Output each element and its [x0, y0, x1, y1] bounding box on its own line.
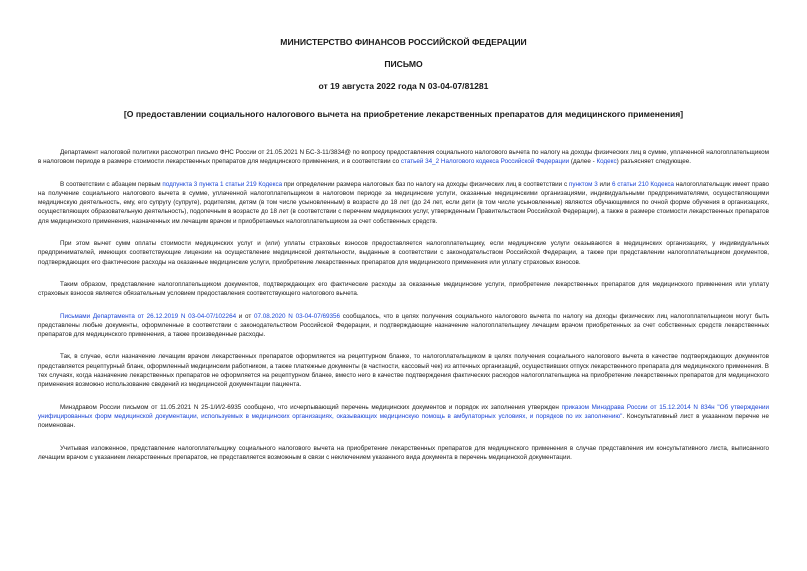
link-article-219[interactable]: подпункта 3 пункта 1 статьи 219 Кодекса — [162, 180, 283, 188]
p2-text-c: или — [597, 180, 612, 188]
paragraph-1 — [38, 148, 769, 167]
p1-text-c: ) разъясняет следующее. — [616, 158, 692, 166]
p2-text-d: налогоплательщик имеет право на получение социального налогового вычета в сумме, уплаченной налогоплательщиком в налоговом периоде за медицинские услуги, оказанные медицинскими организациями, индивидуальными предпринимателями, осуществляющими медицинскую деятельность, ему, его супругу (супруге), родителям, детям (в том числе усыновленным) в возрасте до 18 лет (до 24 лет, если дети (в том числе усыновленные) являются обучающимися по очной форме обучения в организациях, осуществляющих образовательную деятельность), подопечным в возрасте до 18 лет (в соответствии с перечнем медицинских услуг, утвержденным Правительством Российской Федерации), а также в размере стоимости лекарственных препаратов для медицинского применения, назначенных им лечащим врачом и приобретаемых налогоплательщиком за счет собственных средств. — [38, 180, 769, 225]
paragraph-2 — [38, 180, 769, 226]
link-code[interactable]: Кодекс — [596, 158, 617, 166]
doc-date-number: от 19 августа 2022 года N 03-04-07/81281 — [318, 81, 489, 91]
doc-type-heading: ПИСЬМО — [384, 59, 423, 69]
p1-text-a: Департамент налоговой политики рассмотрел письмо ФНС России от 21.05.2021 N БС-3-11/3834@ по вопросу предоставления социального налогового вычета по налогу на доходы физических лиц в сумме, уплаченной налогоплательщиком в налоговом периоде в размере стоимости лекарственных препаратов для медицинского применения, и в соответствии со — [38, 149, 769, 166]
doc-subject: [О предоставлении социального налогового вычета на приобретение лекарственных препаратов для медицинского применения] — [123, 109, 684, 119]
paragraph-7 — [38, 403, 769, 431]
p2-text-a: В соответствии с абзацем первым — [60, 180, 163, 188]
link-letter-2019[interactable]: Письмами Департамента от 26.12.2019 N 03-04-07/102264 — [60, 312, 237, 320]
ministry-heading: МИНИСТЕРСТВО ФИНАНСОВ РОССИЙСКОЙ ФЕДЕРАЦИИ — [280, 37, 527, 47]
p2-text-b: при определении размера налоговых баз по налогу на доходы физических лиц в соответствии с — [282, 180, 569, 188]
p5-text-a: и от — [236, 312, 255, 320]
link-point-3[interactable]: пунктом 3 — [568, 180, 598, 188]
paragraph-4: Таким образом, представление налогоплательщиком документов, подтверждающих его фактические расходы за оказанные медицинские услуги, приобретение лекарственных препаратов для медицинского применения или уплату страховых взносов является обязательным условием предоставления соответствующего налогового вычета. — [38, 280, 769, 298]
paragraph-8: Учитывая изложенное, представление налогоплательщику социального налогового вычета на приобретение лекарственных препаратов для медицинского применения в случае представления им консультативного листа, выписанного лечащим врачом с указанием лекарственных препаратов, не представляется возможным в связи с неключением указанного вида документа в перечень медицинской документации. — [38, 444, 769, 461]
p7-text-b: . Консультативный лист в указанном перечне не поименован. — [38, 412, 769, 430]
paragraph-3: При этом вычет сумм оплаты стоимости медицинских услуг и (или) уплаты страховых взносов предоставляется налогоплательщику, если медицинские услуги оказываются в медицинских организациях, у индивидуальных предпринимателей, имеющих соответствующие лицензии на осуществление медицинской деятельности, выданные в соответствии с законодательством Российской Федерации, а также при представлении налогоплательщиком документов, подтверждающих его фактические расходы на оказанные медицинские услуги, приобретение лекарственных препаратов для медицинского применения или уплату страховых взносов. — [38, 240, 769, 266]
link-article-210[interactable]: 6 статьи 210 Кодекса — [612, 180, 675, 188]
link-article-34-2[interactable]: статьей 34_2 Налогового кодекса Российской Федерации — [400, 158, 570, 166]
p7-text-a: Минздравом России письмом от 11.05.2021 N 25-1/И/2-6935 сообщено, что исчерпывающий перечень медицинских документов и порядок их заполнения утвержден — [60, 403, 562, 411]
paragraph-5 — [38, 312, 769, 340]
p1-text-b: (далее - — [569, 158, 597, 166]
p5-text-b: сообщалось, что в целях получения социального налогового вычета по налогу на доходы физических лиц налогоплательщиком могут быть представлены любые документы, оформленные в соответствии с законодательством Российской Федерации, и подтверждающие назначение налогоплательщику лечащим врачом приобретенных за счет собственных средств лекарственных препаратов для медицинского применения, а также произведенные расходы. — [38, 312, 770, 339]
link-order-834n[interactable]: приказом Минздрава России от 15.12.2014 N 834н "Об утверждении унифицированных форм медицинской документации, используемых в медицинских организациях, оказывающих медицинскую помощь в амбулаторных условиях, и порядков по их заполнению" — [38, 403, 769, 420]
link-letter-2020[interactable]: 07.08.2020 N 03-04-07/69356 — [254, 312, 341, 320]
paragraph-6: Так, в случае, если назначение лечащим врачом лекарственных препаратов оформляется на рецептурном бланке, то налогоплательщиком в целях получения социального налогового вычета в качестве подтверждающих документов представляется рецептурный бланк, оформленный медицинским работником, а также платежные документы (в частности, кассовый чек) из аптечных организаций, осуществивших отпуск лекарственного препарата для медицинского применения. В тех случаях, когда назначение лекарственных препаратов не оформляется на рецептурном бланке, вместо него в качестве подтверждения фактических расходов налогоплательщика на приобретение лекарственных препаратов для медицинского применения возможно использование сведений из медицинской документации пациента. — [38, 353, 769, 389]
